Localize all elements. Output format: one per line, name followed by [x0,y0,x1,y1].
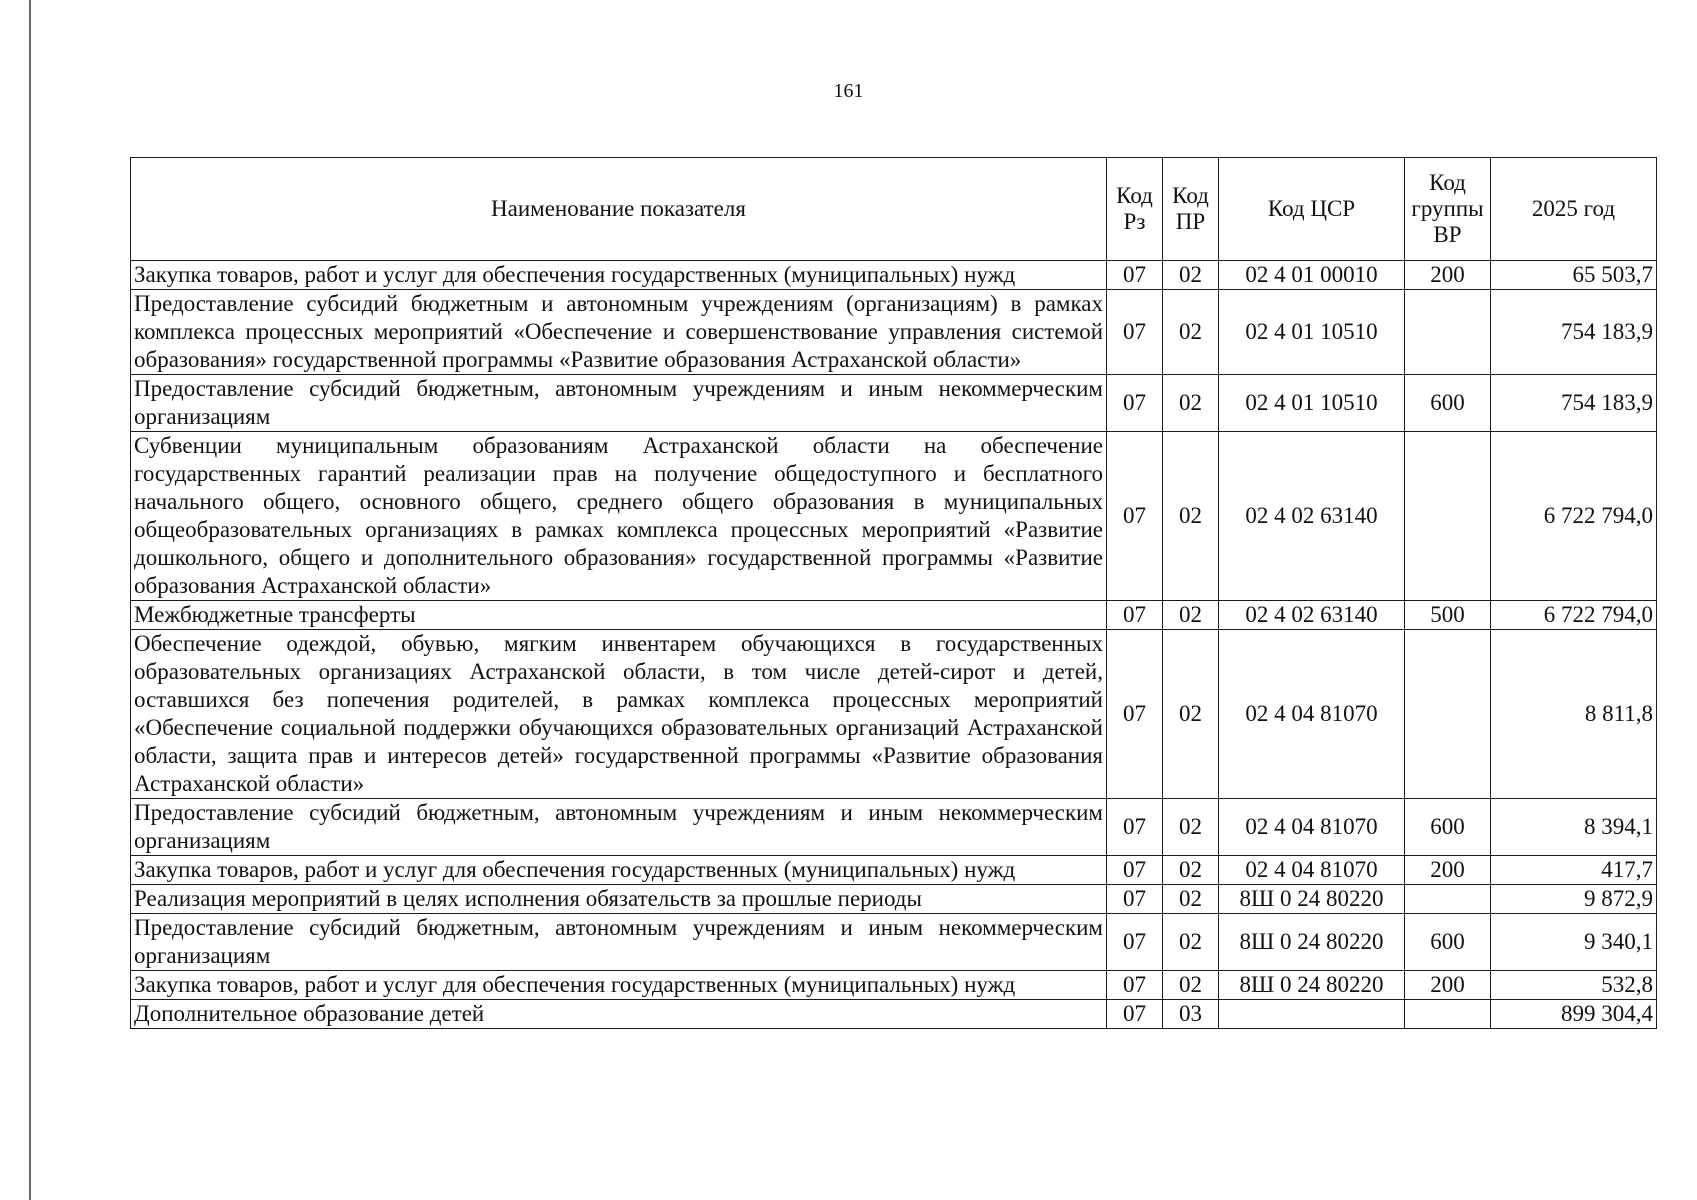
row-csr: 8Ш 0 24 80220 [1219,971,1405,1000]
row-vr: 500 [1405,601,1491,630]
table-row [131,261,1657,290]
row-name: Предоставление субсидий бюджетным, автономным учреждениям и иным некоммерческим организациям [131,799,1107,856]
row-amount: 417,7 [1491,856,1657,885]
row-vr [1405,290,1491,375]
row-name: Предоставление субсидий бюджетным, автономным учреждениям и иным некоммерческим организациям [131,375,1107,432]
row-name: Обеспечение одеждой, обувью, мягким инвентарем обучающихся в государственных образовательных организациях Астраханской области, в том числе детей-сирот и детей, оставшихся без попечения родителей, в рамках комплекса процессных мероприятий «Обеспечение социальной поддержки обучающихся образовательных организаций Астраханской области, защита прав и интересов детей» государственной программы «Развитие образования Астраханской области» [131,630,1107,799]
page-margin-line [29,0,31,1200]
header-pr: Код ПР [1163,158,1219,261]
row-pr: 02 [1163,432,1219,601]
row-vr [1405,885,1491,914]
row-pr: 02 [1163,914,1219,971]
table-row [131,856,1657,885]
row-name: Субвенции муниципальным образованиям Астраханской области на обеспечение государственных гарантий реализации прав на получение общедоступного и бесплатного начального общего, основного общего, среднего общего образования в муниципальных общеобразовательных организациях в рамках комплекса процессных мероприятий «Развитие дошкольного, общего и дополнительного образования» государственной программы «Развитие образования Астраханской области» [131,432,1107,601]
row-rz: 07 [1107,601,1163,630]
row-amount: 754 183,9 [1491,290,1657,375]
table-header-row [131,158,1657,261]
row-pr: 02 [1163,799,1219,856]
row-csr: 8Ш 0 24 80220 [1219,885,1405,914]
table-row [131,630,1657,799]
row-amount: 8 811,8 [1491,630,1657,799]
row-amount: 9 340,1 [1491,914,1657,971]
header-rz: Код Рз [1107,158,1163,261]
row-csr: 02 4 02 63140 [1219,601,1405,630]
header-vr: Код группы ВР [1405,158,1491,261]
row-csr: 02 4 02 63140 [1219,432,1405,601]
row-pr: 02 [1163,856,1219,885]
row-csr: 02 4 04 81070 [1219,630,1405,799]
row-vr: 600 [1405,375,1491,432]
row-rz: 07 [1107,1000,1163,1029]
row-rz: 07 [1107,799,1163,856]
row-csr: 02 4 04 81070 [1219,799,1405,856]
row-name: Закупка товаров, работ и услуг для обеспечения государственных (муниципальных) нужд [131,261,1107,290]
table-row [131,799,1657,856]
row-pr: 02 [1163,885,1219,914]
row-vr: 200 [1405,261,1491,290]
row-name: Закупка товаров, работ и услуг для обеспечения государственных (муниципальных) нужд [131,971,1107,1000]
row-amount: 6 722 794,0 [1491,601,1657,630]
row-vr: 200 [1405,856,1491,885]
row-rz: 07 [1107,885,1163,914]
row-pr: 02 [1163,261,1219,290]
row-amount: 9 872,9 [1491,885,1657,914]
row-rz: 07 [1107,290,1163,375]
row-pr: 02 [1163,375,1219,432]
row-rz: 07 [1107,432,1163,601]
row-pr: 02 [1163,630,1219,799]
row-pr: 02 [1163,601,1219,630]
table-row [131,1000,1657,1029]
row-csr: 02 4 01 10510 [1219,375,1405,432]
row-rz: 07 [1107,261,1163,290]
row-csr [1219,1000,1405,1029]
row-rz: 07 [1107,971,1163,1000]
row-name: Закупка товаров, работ и услуг для обеспечения государственных (муниципальных) нужд [131,856,1107,885]
row-pr: 02 [1163,971,1219,1000]
row-name: Предоставление субсидий бюджетным, автономным учреждениям и иным некоммерческим организациям [131,914,1107,971]
table-row [131,601,1657,630]
row-amount: 6 722 794,0 [1491,432,1657,601]
row-csr: 02 4 01 00010 [1219,261,1405,290]
row-vr [1405,1000,1491,1029]
row-vr: 600 [1405,914,1491,971]
row-amount: 754 183,9 [1491,375,1657,432]
row-vr [1405,432,1491,601]
header-csr: Код ЦСР [1219,158,1405,261]
row-rz: 07 [1107,914,1163,971]
header-year: 2025 год [1491,158,1657,261]
row-csr: 02 4 04 81070 [1219,856,1405,885]
page-number: 161 [833,80,864,102]
row-vr: 600 [1405,799,1491,856]
row-amount: 899 304,4 [1491,1000,1657,1029]
row-rz: 07 [1107,375,1163,432]
table-row [131,375,1657,432]
row-name: Межбюджетные трансферты [131,601,1107,630]
row-amount: 532,8 [1491,971,1657,1000]
row-pr: 03 [1163,1000,1219,1029]
table-row [131,914,1657,971]
row-vr: 200 [1405,971,1491,1000]
row-name: Дополнительное образование детей [131,1000,1107,1029]
table-row [131,971,1657,1000]
row-rz: 07 [1107,856,1163,885]
row-name: Реализация мероприятий в целях исполнения обязательств за прошлые периоды [131,885,1107,914]
row-vr [1405,630,1491,799]
table-row [131,885,1657,914]
row-name: Предоставление субсидий бюджетным и автономным учреждениям (организациям) в рамках комплекса процессных мероприятий «Обеспечение и совершенствование управления системой образования» государственной программы «Развитие образования Астраханской области» [131,290,1107,375]
table-row [131,432,1657,601]
row-amount: 8 394,1 [1491,799,1657,856]
row-csr: 02 4 01 10510 [1219,290,1405,375]
row-csr: 8Ш 0 24 80220 [1219,914,1405,971]
table-row [131,290,1657,375]
row-rz: 07 [1107,630,1163,799]
budget-table [130,157,1657,1029]
row-amount: 65 503,7 [1491,261,1657,290]
row-pr: 02 [1163,290,1219,375]
header-name: Наименование показателя [131,158,1107,261]
